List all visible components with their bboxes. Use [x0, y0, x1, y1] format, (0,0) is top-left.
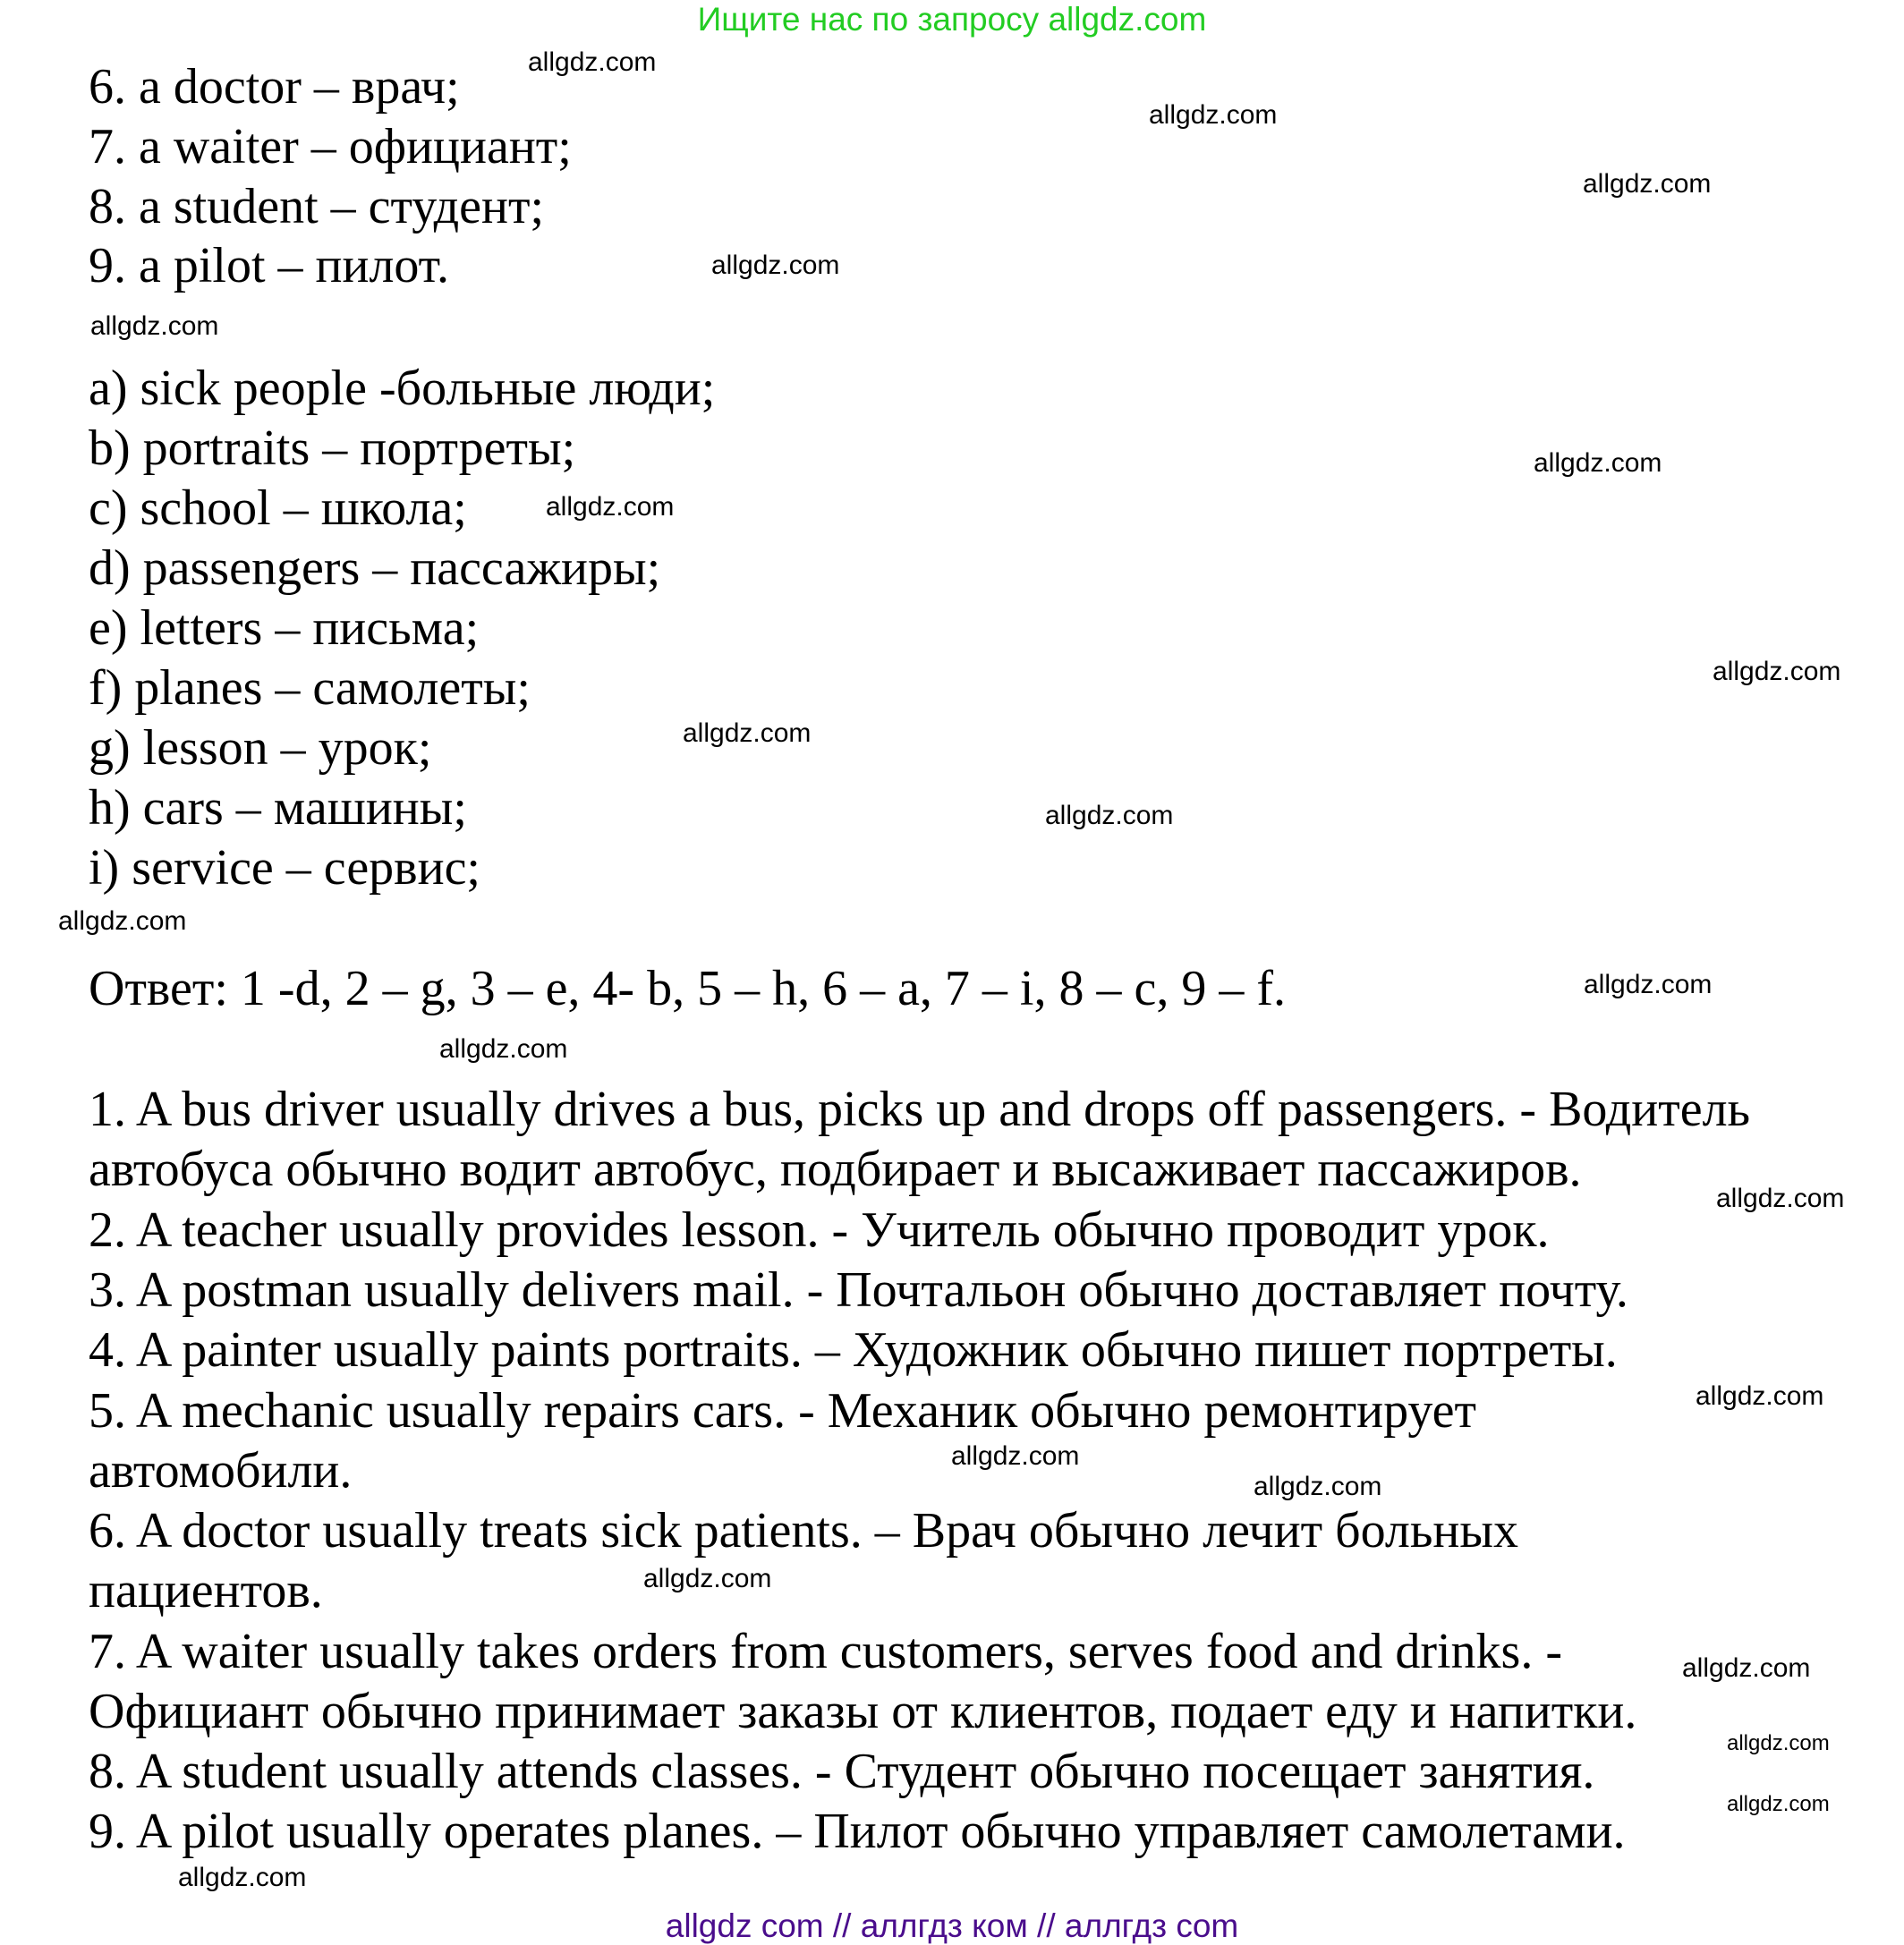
- sentence-line: Официант обычно принимает заказы от клиентов, подает еду и напитки.: [89, 1684, 1637, 1739]
- watermark: allgdz.com: [58, 906, 187, 936]
- object-line: d) passengers – пассажиры;: [89, 540, 661, 596]
- sentence-line: 5. A mechanic usually repairs cars. - Механик обычно ремонтирует: [89, 1383, 1476, 1439]
- watermark: allgdz.com: [178, 1863, 307, 1892]
- profession-line: 9. a pilot – пилот.: [89, 238, 449, 293]
- profession-line: 8. a student – студент;: [89, 179, 545, 234]
- sentence-line: 7. A waiter usually takes orders from customers, serves food and drinks. -: [89, 1624, 1562, 1679]
- sentence-line: автомобили.: [89, 1443, 353, 1499]
- profession-line: 7. a waiter – официант;: [89, 119, 572, 174]
- sentence-line: 9. A pilot usually operates planes. – Пилот обычно управляет самолетами.: [89, 1804, 1626, 1859]
- watermark: allgdz.com: [1584, 970, 1713, 999]
- object-line: g) lesson – урок;: [89, 720, 432, 776]
- sentence-line: 4. A painter usually paints portraits. – Художник обычно пишет портреты.: [89, 1322, 1618, 1378]
- watermark: allgdz.com: [643, 1564, 772, 1593]
- sentence-line: 8. A student usually attends classes. - Студент обычно посещает занятия.: [89, 1744, 1595, 1799]
- answer-line: Ответ: 1 -d, 2 – g, 3 – e, 4- b, 5 – h, 6 – a, 7 – i, 8 – c, 9 – f.: [89, 961, 1286, 1016]
- object-line: c) school – школа;: [89, 480, 467, 536]
- watermark: allgdz.com: [1149, 100, 1278, 130]
- sentence-line: 2. A teacher usually provides lesson. - Учитель обычно проводит урок.: [89, 1202, 1550, 1258]
- watermark: allgdz.com: [1254, 1472, 1382, 1501]
- watermark: allgdz.com: [546, 492, 675, 522]
- watermark: allgdz.com: [439, 1034, 568, 1064]
- watermark: allgdz.com: [1682, 1653, 1811, 1683]
- watermark: allgdz.com: [1727, 1792, 1830, 1816]
- watermark: allgdz.com: [711, 251, 840, 280]
- sentence-line: 1. A bus driver usually drives a bus, picks up and drops off passengers. - Водитель: [89, 1082, 1751, 1137]
- sentence-line: 6. A doctor usually treats sick patients. – Врач обычно лечит больных: [89, 1503, 1518, 1559]
- watermark: allgdz.com: [951, 1441, 1080, 1471]
- object-line: b) portraits – портреты;: [89, 420, 576, 476]
- sentence-line: автобуса обычно водит автобус, подбирает и высаживает пассажиров.: [89, 1142, 1582, 1197]
- watermark: allgdz.com: [90, 311, 219, 341]
- watermark: allgdz.com: [1045, 801, 1174, 830]
- object-line: a) sick people -больные люди;: [89, 361, 716, 416]
- watermark: allgdz.com: [1727, 1731, 1830, 1755]
- object-line: f) planes – самолеты;: [89, 660, 531, 716]
- sentence-line: пациентов.: [89, 1563, 323, 1618]
- watermark: allgdz.com: [1534, 448, 1662, 478]
- watermark: allgdz.com: [1713, 657, 1841, 686]
- profession-line: 6. a doctor – врач;: [89, 59, 460, 115]
- watermark: allgdz.com: [1696, 1381, 1824, 1411]
- site-footer: allgdz com // аллгдз ком // аллгдз com: [665, 1907, 1239, 1944]
- watermark: allgdz.com: [683, 718, 812, 748]
- object-line: e) letters – письма;: [89, 600, 480, 656]
- search-hint-header: Ищите нас по запросу allgdz.com: [697, 1, 1207, 38]
- watermark: allgdz.com: [1583, 169, 1712, 199]
- object-line: h) cars – машины;: [89, 780, 467, 836]
- sentence-line: 3. A postman usually delivers mail. - Почтальон обычно доставляет почту.: [89, 1262, 1628, 1318]
- object-line: i) service – сервис;: [89, 840, 480, 896]
- watermark: allgdz.com: [1716, 1184, 1845, 1213]
- watermark: allgdz.com: [528, 47, 657, 77]
